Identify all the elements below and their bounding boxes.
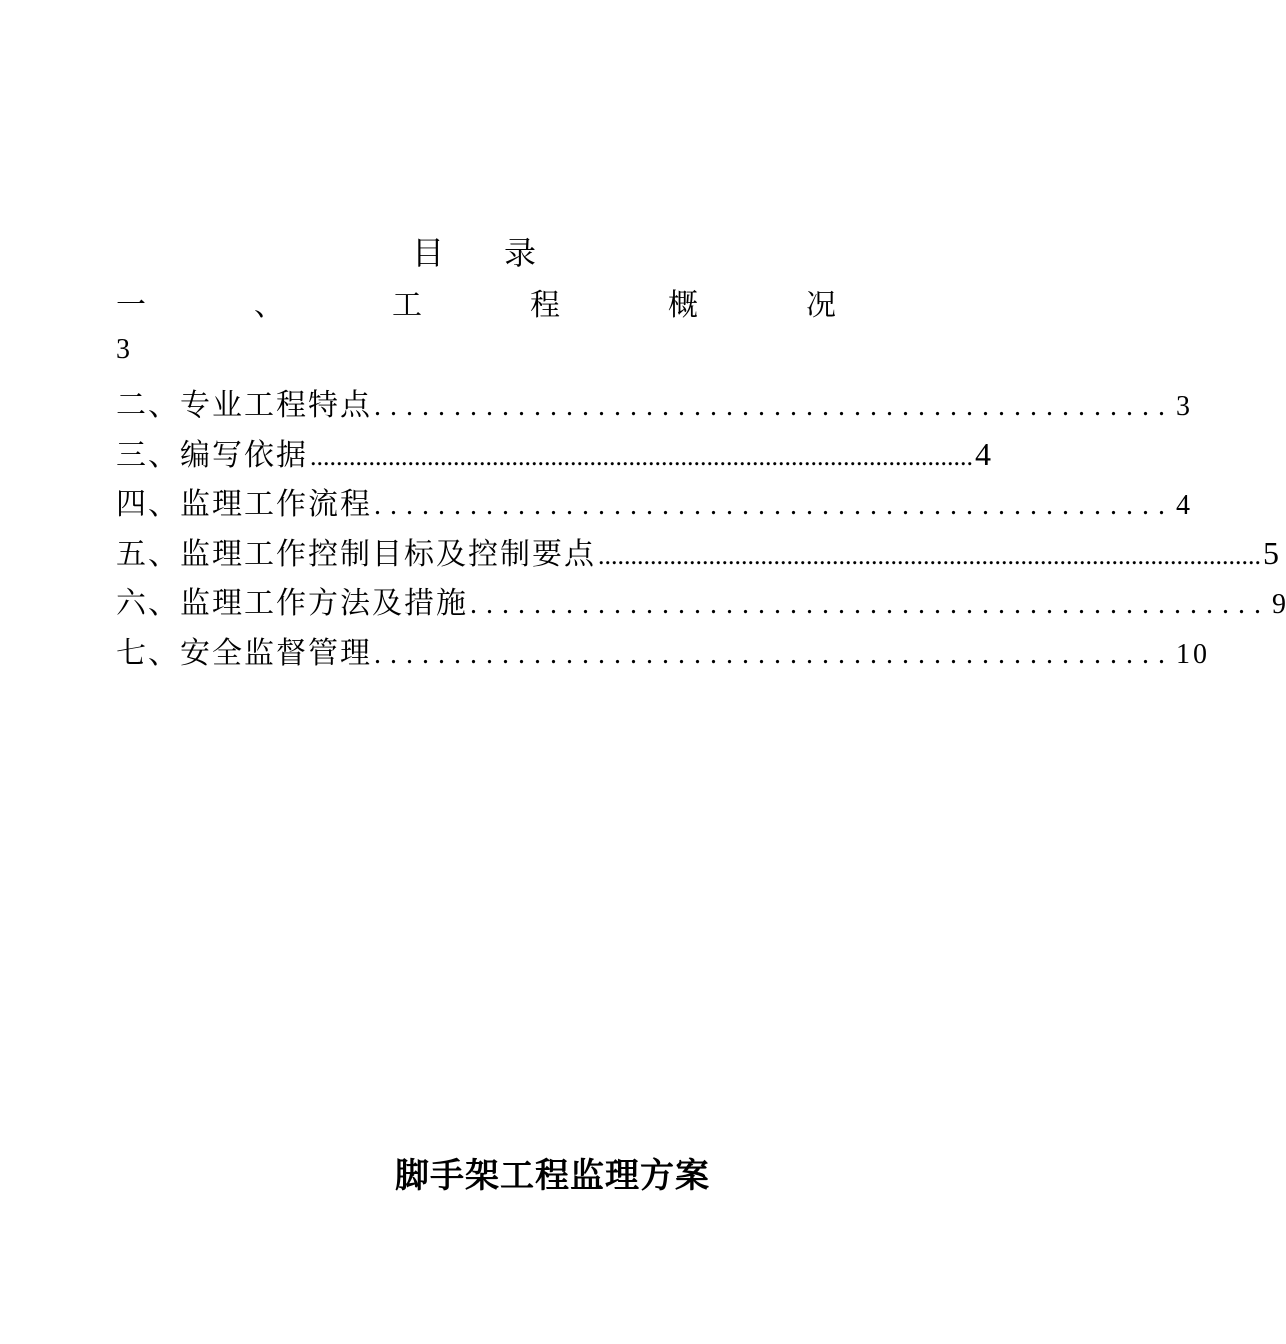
toc-entry-label: 三、编写依据 xyxy=(116,437,308,473)
toc-list xyxy=(116,380,1286,677)
toc-entry-page: 4 xyxy=(1176,490,1190,521)
toc-entry-1-page: 3 xyxy=(116,334,130,365)
toc-entry-page: 5 xyxy=(1263,534,1279,571)
toc-entry-page: 4 xyxy=(975,435,991,472)
toc-entry-1-char: 概 xyxy=(668,288,698,323)
dot-leader: .................................................. xyxy=(374,638,1174,670)
dot-leader: .................................................. xyxy=(470,589,1270,620)
toc-title-char-2: 录 xyxy=(504,234,539,272)
document-heading: 脚手架工程监理方案 xyxy=(395,1156,710,1196)
toc-entry xyxy=(116,578,1286,628)
toc-entry-label: 五、监理工作控制目标及控制要点 xyxy=(116,536,596,572)
toc-entry-1-char: 工 xyxy=(392,288,422,323)
toc-entry-label: 二、专业工程特点 xyxy=(116,388,372,423)
toc-entry-label: 六、监理工作方法及措施 xyxy=(116,586,468,621)
toc-entry-page: 3 xyxy=(1176,391,1190,422)
toc-entry-label: 四、监理工作流程 xyxy=(116,487,372,522)
toc-entry-1 xyxy=(116,282,836,322)
toc-entry-page: 9 xyxy=(1272,589,1286,620)
toc-entry xyxy=(116,628,1210,678)
toc-entry-1-char: 一 xyxy=(116,288,146,323)
dot-leader: .................................................. xyxy=(374,391,1174,422)
toc-title-char-1: 目 xyxy=(411,234,446,272)
toc-entry xyxy=(116,529,1279,579)
toc-entry-1-char: 程 xyxy=(530,288,560,323)
dot-leader: ...................................................................................................... xyxy=(598,540,1261,570)
dot-leader: ...................................................................................................... xyxy=(310,441,973,471)
toc-entry-1-char: 、 xyxy=(254,288,284,323)
toc-entry xyxy=(116,430,991,480)
toc-entry xyxy=(116,479,1190,529)
toc-entry-1-char: 况 xyxy=(806,288,836,323)
toc-entry-label: 七、安全监督管理 xyxy=(116,635,372,671)
dot-leader: .................................................. xyxy=(374,490,1174,521)
toc-entry-page: 10 xyxy=(1176,638,1210,670)
toc-entry xyxy=(116,380,1190,430)
toc-title xyxy=(0,228,950,274)
